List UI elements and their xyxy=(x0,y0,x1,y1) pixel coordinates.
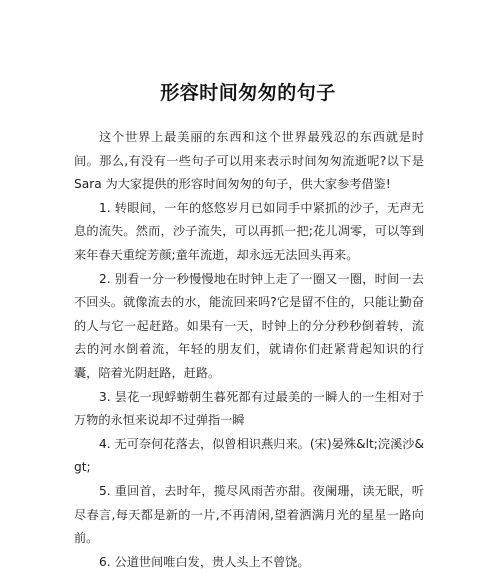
intro-paragraph: 这个世界上最美丽的东西和这个世界最残忍的东西就是时间。那么,有没有一些句子可以用来表示时间匆匆流逝呢?以下是 Sara 为大家提供的形容时间匆匆的句子，供大家参考借鉴! xyxy=(74,130,424,192)
list-item: 4. 无可奈何花落去，似曾相识燕归来。(宋)晏殊&lt;浣溪沙&gt; xyxy=(74,436,424,475)
list-item: 3. 昙花一现蜉蝣朝生暮死都有过最美的一瞬人的一生相对于万物的永恒来说却不过弹指一瞬 xyxy=(74,389,424,428)
article-body xyxy=(74,126,424,574)
list-item: 2. 别看一分一秒慢慢地在时钟上走了一圈又一圈，时间一去不回头。就像流去的水，能流回来吗?它是留不住的，只能让勤奋的人与它一起赶路。如果有一天，时钟上的分分秒秒倒着转，流去的河水倒着流，年轻的朋友们，就请你们赶紧背起知识的行囊，陪着光阴赶路，赶路。 xyxy=(74,271,424,380)
list-item: 6. 公道世间唯白发，贵人头上不曾饶。 xyxy=(99,554,310,569)
page-title: 形容时间匆匆的句子 xyxy=(160,81,336,104)
list-item: 1. 转眼间，一年的悠悠岁月已如同手中紧抓的沙子，无声无息的流失。然而，沙子流失，可以再抓一把;花儿凋零，可以等到来年春天重绽芳颜;童年流逝，却永远无法回头再来。 xyxy=(74,200,424,262)
list-item: 5. 重回首，去时年，揽尽风雨苦亦甜。夜阑珊，读无眠，听尽春言,每天都是新的一片,不再清闲,望着洒满月光的星星一路向前。 xyxy=(74,483,424,546)
